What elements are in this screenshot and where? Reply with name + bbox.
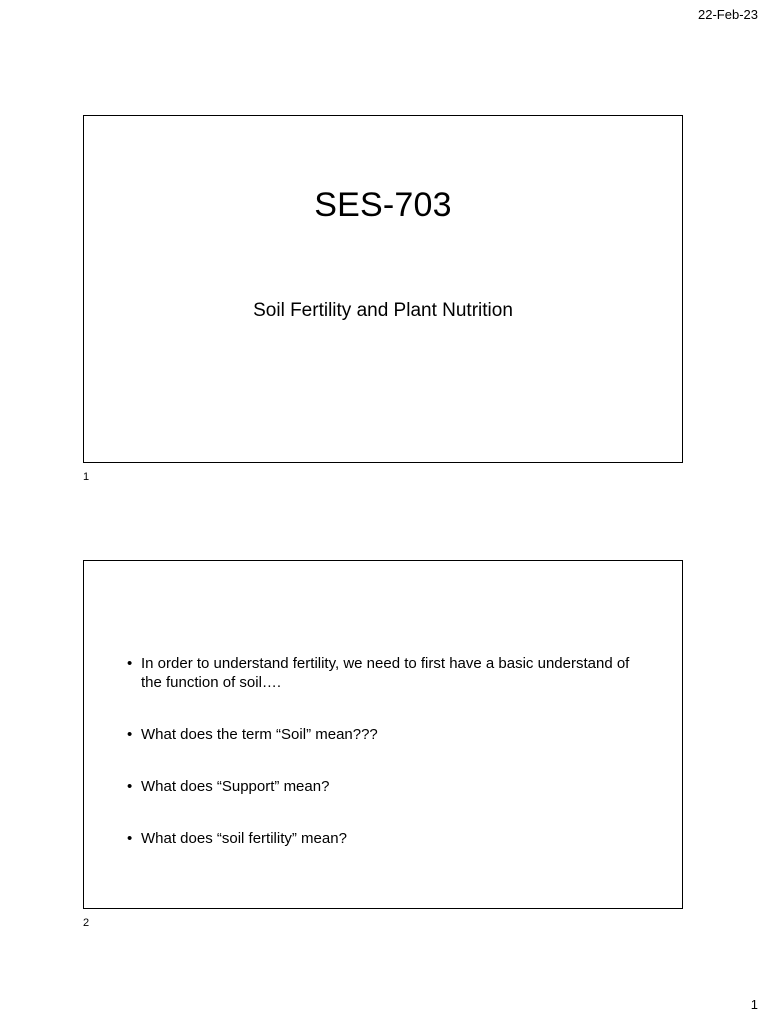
bullet-text: What does “Support” mean? xyxy=(141,778,330,795)
bullet-icon: • xyxy=(127,778,133,795)
bullet-icon: • xyxy=(127,655,133,672)
bullet-text: What does “soil fertility” mean? xyxy=(141,830,347,847)
page-number: 1 xyxy=(750,997,758,1012)
bullet-item xyxy=(127,654,642,692)
bullet-icon: • xyxy=(127,830,133,847)
bullet-text: In order to understand fertility, we need to first have a basic understand of the function of soil…. xyxy=(141,655,630,691)
slide-subtitle: Soil Fertility and Plant Nutrition xyxy=(253,300,513,321)
bullet-icon: • xyxy=(127,726,133,743)
slide-1 xyxy=(83,115,683,463)
slide-title: SES-703 xyxy=(314,186,452,224)
bullet-item xyxy=(127,777,642,796)
slide-2 xyxy=(83,560,683,909)
handout-date: 22-Feb-23 xyxy=(698,7,758,22)
slide-number: 2 xyxy=(83,917,90,929)
bullet-item xyxy=(127,829,642,848)
slide-number: 1 xyxy=(83,471,90,483)
bullet-list xyxy=(127,654,642,881)
bullet-item xyxy=(127,725,642,744)
bullet-text: What does the term “Soil” mean??? xyxy=(141,726,378,743)
